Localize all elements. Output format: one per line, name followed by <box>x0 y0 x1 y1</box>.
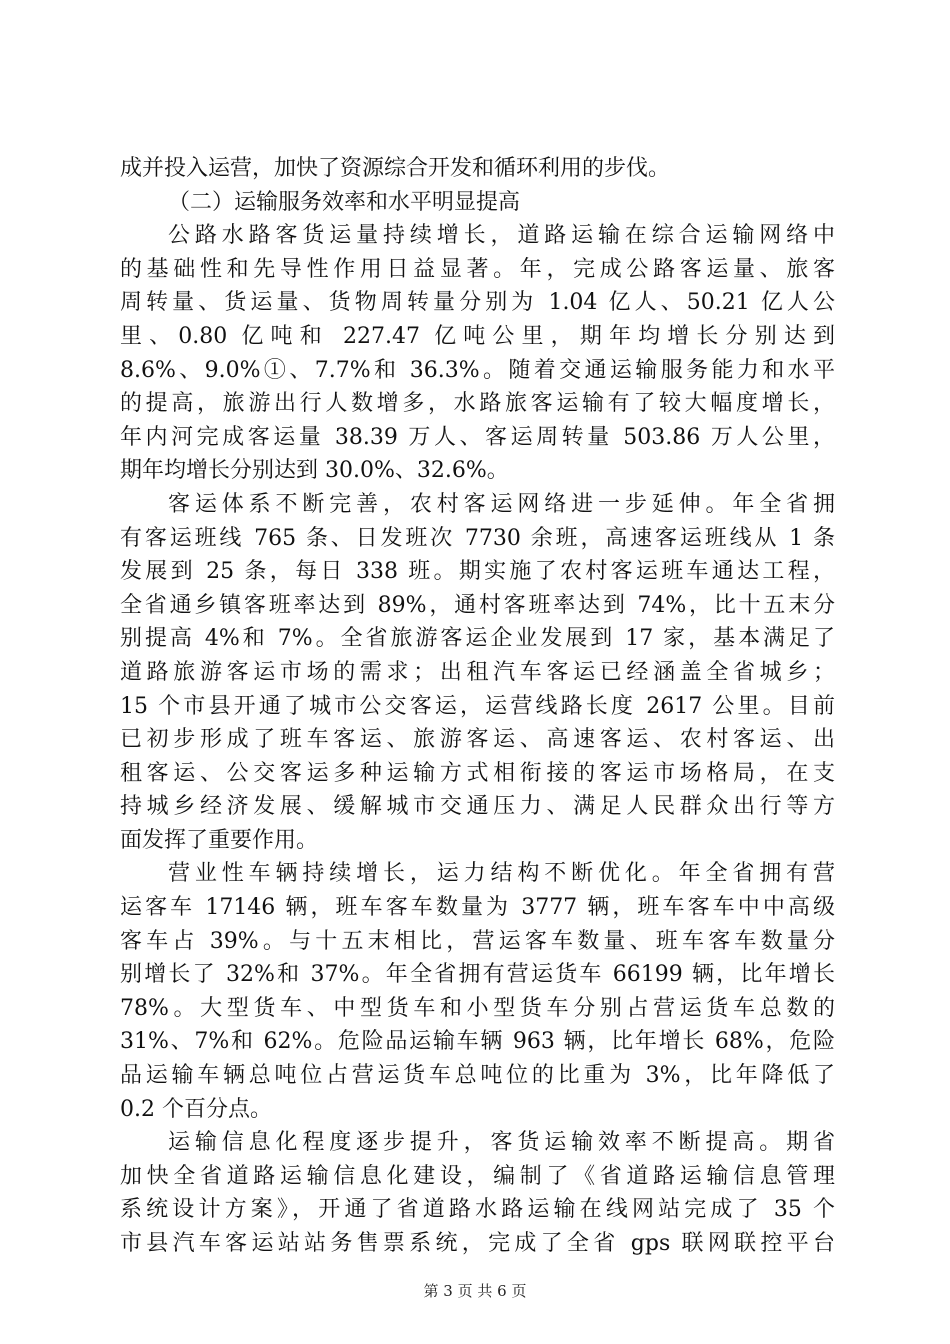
page-footer: 第 3 页 共 6 页 <box>423 1282 527 1300</box>
text-line: 周转量、货运量、货物周转量分别为 1.04 亿人、50.21 亿人公 <box>120 290 835 316</box>
text-line: 15 个市县开通了城市公交客运，运营线路长度 2617 公里。目前 <box>120 693 835 719</box>
text-line: 有客运班线 765 条、日发班次 7730 余班，高速客运班线从 1 条 <box>120 525 835 551</box>
text-line: 持城乡经济发展、缓解城市交通压力、满足人民群众出行等方 <box>120 794 835 820</box>
text-line: 别提高 4%和 7%。全省旅游客运企业发展到 17 家，基本满足了 <box>120 626 835 652</box>
text-line: 别增长了 32%和 37%。年全省拥有营运货车 66199 辆，比年增长 <box>120 962 835 988</box>
text-line: 品运输车辆总吨位占营运货车总吨位的比重为 3%，比年降低了 <box>120 1063 835 1089</box>
text-line: 里、0.80 亿吨和 227.47 亿吨公里，期年均增长分别达到 <box>120 323 835 349</box>
text-line: 运客车 17146 辆，班车客车数量为 3777 辆，班车客车中中高级 <box>120 895 835 921</box>
text-line: 租客运、公交客运多种运输方式相衔接的客运市场格局，在支 <box>120 760 835 786</box>
text-line: 已初步形成了班车客运、旅游客运、高速客运、农村客运、出 <box>120 727 835 753</box>
text-line: 31%、7%和 62%。危险品运输车辆 963 辆，比年增长 68%，危险 <box>120 1029 835 1055</box>
section-heading: （二）运输服务效率和水平明显提高 <box>168 189 521 215</box>
text-line: 8.6%、9.0%①、7.7%和 36.3%。随着交通运输服务能力和水平 <box>120 357 835 383</box>
text-line: 市县汽车客运站站务售票系统，完成了全省 gps 联网联控平台 <box>120 1231 835 1256</box>
text-line: 全省通乡镇客班率达到 89%，通村客班率达到 74%，比十五末分 <box>120 592 835 618</box>
document-body <box>120 152 835 1261</box>
text-line: 公路水路客货运量持续增长，道路运输在综合运输网络中 <box>168 223 835 249</box>
text-line: 运输信息化程度逐步提升，客货运输效率不断提高。期省 <box>168 1130 835 1156</box>
text-line: 0.2 个百分点。 <box>120 1096 272 1122</box>
text-line: 年内河完成客运量 38.39 万人、客运周转量 503.86 万人公里， <box>120 424 835 450</box>
text-line: 面发挥了重要作用。 <box>120 827 319 853</box>
text-line: 期年均增长分别达到 30.0%、32.6%。 <box>120 458 509 484</box>
text-line: 的基础性和先导性作用日益显著。年，完成公路客运量、旅客 <box>120 256 835 282</box>
text-line: 发展到 25 条，每日 338 班。期实施了农村客运班车通达工程， <box>120 559 835 585</box>
text-line: 道路旅游客运市场的需求；出租汽车客运已经涵盖全省城乡； <box>120 659 835 685</box>
text-line: 客运体系不断完善，农村客运网络进一步延伸。年全省拥 <box>168 491 835 517</box>
text-line: 成并投入运营，加快了资源综合开发和循环利用的步伐。 <box>120 156 671 181</box>
text-line: 加快全省道路运输信息化建设，编制了《省道路运输信息管理 <box>120 1163 835 1189</box>
text-line: 78%。大型货车、中型货车和小型货车分别占营运货车总数的 <box>120 995 835 1021</box>
text-line: 营业性车辆持续增长，运力结构不断优化。年全省拥有营 <box>168 861 835 887</box>
text-line: 的提高，旅游出行人数增多，水路旅客运输有了较大幅度增长， <box>120 391 835 417</box>
text-line: 系统设计方案》，开通了省道路水路运输在线网站完成了 35 个 <box>120 1197 835 1223</box>
text-line: 客车占 39%。与十五末相比，营运客车数量、班车客车数量分 <box>120 928 835 954</box>
